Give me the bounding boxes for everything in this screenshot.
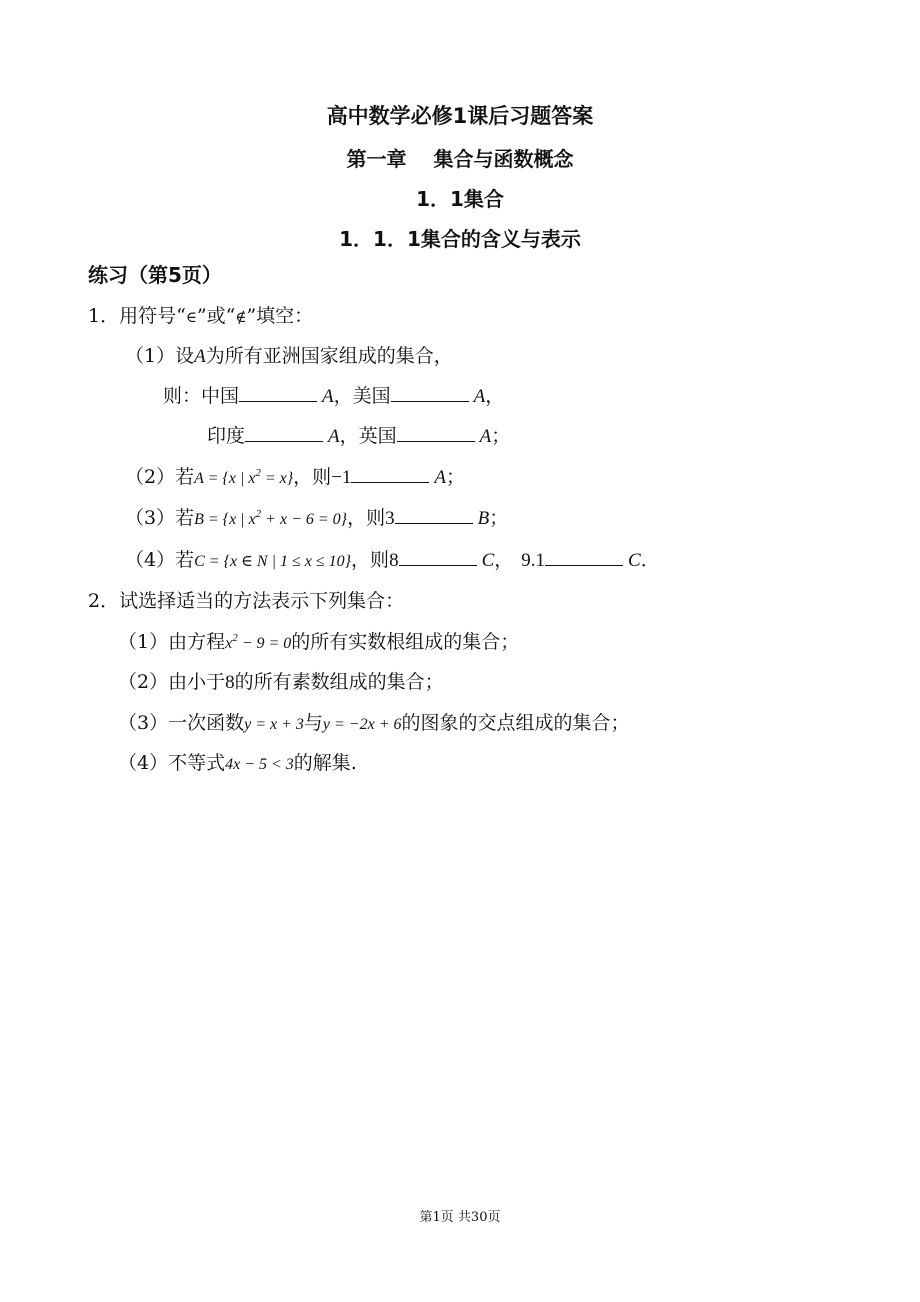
not-element-of-symbol: ∉ — [235, 310, 247, 326]
value: 3 — [385, 508, 395, 529]
answer-blank[interactable] — [245, 423, 323, 442]
answer-blank[interactable] — [391, 383, 469, 402]
part-text: ，则 — [351, 549, 390, 571]
answer-blank[interactable] — [545, 547, 623, 566]
set-variable: A — [434, 467, 447, 488]
punctuation: ， — [339, 425, 359, 447]
subsection-title: 1．1．1集合的含义与表示 — [339, 227, 581, 251]
punctuation: ． — [640, 549, 660, 571]
part-label: （4）若 — [125, 549, 195, 571]
value: 8 — [389, 550, 399, 571]
set-variable: A — [479, 426, 492, 447]
punctuation: ； — [446, 466, 466, 488]
question-1-part-1-line-a — [163, 382, 504, 411]
part-text: 为所有亚洲国家组成的集合， — [205, 345, 453, 367]
part-label: （4）不等式 — [118, 752, 226, 774]
question-2-part-2 — [118, 668, 444, 697]
part-label: （2）若 — [125, 466, 195, 488]
country-label: 美国 — [352, 385, 391, 407]
part-text: 则： — [163, 385, 202, 407]
answer-blank[interactable] — [239, 383, 317, 402]
country-label: 中国 — [201, 385, 240, 407]
question-1-part-3 — [125, 504, 508, 534]
punctuation: ， — [485, 385, 505, 407]
punctuation: ， — [333, 385, 353, 407]
part-label: （1）设 — [125, 345, 195, 367]
set-variable: A — [473, 386, 486, 407]
question-2 — [88, 587, 404, 615]
question-1-part-4 — [125, 546, 660, 576]
answer-blank[interactable] — [351, 464, 429, 483]
part-text: 的解集. — [293, 752, 357, 774]
set-variable: A — [322, 386, 334, 407]
value: 8 — [225, 672, 235, 693]
value: −1 — [331, 467, 352, 488]
set-variable: C — [628, 550, 641, 571]
question-text: 试选择适当的方法表示下列集合： — [119, 590, 405, 612]
document-title: 高中数学必修1课后习题答案 — [326, 104, 594, 128]
part-text: 的所有实数根组成的集合； — [291, 631, 520, 653]
set-variable: A — [194, 346, 206, 367]
question-number: 2． — [88, 590, 120, 612]
part-text: ，则 — [347, 507, 386, 529]
punctuation: ； — [491, 425, 511, 447]
question-1-part-1-line-b — [207, 422, 510, 451]
section-title: 1．1集合 — [416, 187, 504, 211]
inequality: 4x − 5 < 3 — [225, 756, 294, 773]
chapter-title: 第一章 集合与函数概念 — [346, 147, 574, 171]
answer-blank[interactable] — [397, 423, 475, 442]
question-text: 用符号“ — [119, 305, 186, 327]
value: 9.1 — [521, 550, 546, 571]
exercise-heading: 练习（第5页） — [88, 263, 222, 287]
answer-blank[interactable] — [395, 505, 473, 524]
equation: $x^2 - 9 = 0$ — [225, 632, 292, 652]
page-footer: 第1页 共30页 — [419, 1210, 501, 1225]
element-of-symbol: ∈ — [185, 310, 197, 326]
question-1 — [88, 302, 313, 332]
part-label: （3）一次函数 — [118, 712, 245, 734]
function-1: y = x + 3 — [244, 716, 304, 733]
punctuation: ； — [489, 507, 509, 529]
country-label: 印度 — [207, 425, 246, 447]
question-text: ”或“ — [196, 305, 236, 327]
set-definition: C = {x ∈ N | 1 ≤ x ≤ 10} — [194, 553, 352, 570]
set-variable: B — [477, 508, 490, 529]
question-1-part-1 — [125, 342, 453, 371]
part-text: ，则 — [293, 466, 332, 488]
part-label: （2）由小于 — [118, 671, 226, 693]
set-variable: A — [328, 426, 340, 447]
punctuation: ， — [494, 549, 514, 571]
part-label: （1）由方程 — [118, 631, 226, 653]
question-text: ”填空： — [246, 305, 314, 327]
question-number: 1． — [88, 305, 120, 327]
function-2: y = −2x + 6 — [322, 716, 402, 733]
part-label: （3）若 — [125, 507, 195, 529]
part-text: 的所有素数组成的集合； — [234, 671, 444, 693]
set-variable: C — [481, 550, 495, 571]
set-definition: A = {x | $x^2 = x$} — [194, 467, 294, 487]
answer-blank[interactable] — [399, 547, 477, 566]
question-2-part-3 — [118, 709, 630, 739]
country-label: 英国 — [358, 425, 397, 447]
question-1-part-2 — [125, 463, 465, 493]
question-2-part-1 — [118, 628, 519, 658]
part-text: 的图象的交点组成的集合； — [401, 712, 630, 734]
set-definition: B = {x | $x^2 + x - 6 = 0$} — [194, 508, 348, 528]
question-2-part-4 — [118, 749, 357, 779]
part-text: 与 — [303, 712, 323, 734]
